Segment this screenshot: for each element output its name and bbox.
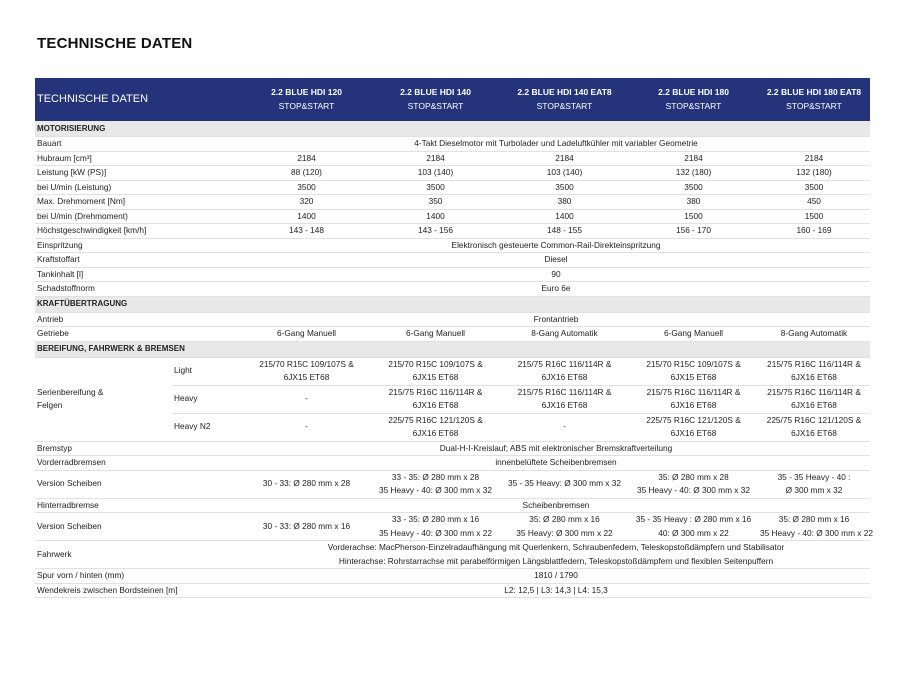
row-label: Spur vorn / hinten (mm) [35, 569, 242, 584]
table-row [35, 209, 870, 224]
header-model-name: 2.2 BLUE HDI 180 EAT8 [766, 87, 862, 97]
row-label: Hubraum [cm³] [35, 151, 242, 166]
cell-line: 35 Heavy - 40: Ø 300 mm x 32 [637, 485, 750, 495]
cell: 88 (120) [242, 166, 371, 181]
cell: 350 [371, 195, 500, 210]
cell: 143 - 156 [371, 224, 500, 239]
tech-data-table [35, 78, 873, 598]
row-label: Max. Drehmoment [Nm] [35, 195, 242, 210]
row-value: innenbelüftete Scheibenbremsen [242, 456, 870, 471]
cell: 148 - 155 [500, 224, 629, 239]
cell: 8-Gang Automatik [500, 327, 629, 342]
cell: 160 - 169 [758, 224, 870, 239]
table-row [35, 180, 870, 195]
cell [500, 513, 629, 541]
cell: 156 - 170 [629, 224, 758, 239]
header-model-name: 2.2 BLUE HDI 180 [658, 87, 729, 97]
cell: 3500 [758, 180, 870, 195]
table-row [35, 151, 870, 166]
row-label: Wendekreis zwischen Bordsteinen [m] [35, 583, 242, 598]
cell [371, 513, 500, 541]
cell: 1400 [371, 209, 500, 224]
row-label: bei U/min (Drehmoment) [35, 209, 242, 224]
cell: - [242, 385, 371, 413]
cell-line: 215/70 R15C 109/107S & [388, 358, 483, 369]
section-header-bereifung [35, 341, 870, 357]
table-row [35, 166, 870, 181]
cell: - [242, 413, 371, 441]
cell-line: 6JX16 ET68 [791, 372, 837, 382]
row-value: Diesel [242, 253, 870, 268]
header-model-name: 2.2 BLUE HDI 120 [271, 87, 342, 97]
cell [629, 470, 758, 498]
cell: 2184 [500, 151, 629, 166]
cell: 6-Gang Manuell [629, 327, 758, 342]
cell: 1400 [242, 209, 371, 224]
row-value: 1810 / 1790 [242, 569, 870, 584]
header-model-sub: STOP&START [407, 100, 464, 111]
cell: 2184 [242, 151, 371, 166]
cell: 6-Gang Manuell [371, 327, 500, 342]
cell: 1400 [500, 209, 629, 224]
header-model-2 [371, 78, 500, 121]
cell-line: 215/70 R15C 109/107S & [646, 358, 741, 369]
cell: 132 (180) [629, 166, 758, 181]
sub-label: Heavy [172, 385, 242, 413]
row-label: Hinterradbremse [35, 498, 242, 513]
row-value: 4-Takt Dieselmotor mit Turbolader und Ladeluftkühler mit variabler Geometrie [242, 137, 870, 152]
cell: 143 - 148 [242, 224, 371, 239]
header-model-sub: STOP&START [786, 100, 842, 111]
cell: 8-Gang Automatik [758, 327, 870, 342]
cell: - [500, 413, 629, 441]
cell: 35 - 35 Heavy: Ø 300 mm x 32 [500, 470, 629, 498]
cell-line: 6JX15 ET68 [412, 372, 459, 382]
cell-line: 35: Ø 280 mm x 16 [529, 514, 600, 524]
row-label-line: Serienbereifung & [37, 386, 104, 397]
table-row [35, 224, 870, 239]
table-row [35, 470, 870, 498]
cell: 2184 [371, 151, 500, 166]
header-model-3 [500, 78, 629, 121]
cell-line: 6JX15 ET68 [670, 372, 717, 382]
cell-line: 225/75 R16C 121/120S & [646, 414, 741, 425]
table-row [35, 253, 870, 268]
cell-line: 215/75 R16C 116/114R & [767, 358, 861, 369]
cell [758, 357, 870, 385]
cell [629, 385, 758, 413]
cell-line: 35: Ø 280 mm x 16 [778, 514, 850, 524]
cell-line: Vorderachse: MacPherson-Einzelradaufhängung mit Querlenkern, Schraubenfedern, Teleskopstoßdämpfern und Stabilisator [327, 542, 785, 552]
cell-line: 6JX16 ET68 [670, 400, 717, 410]
cell-line: 35: Ø 280 mm x 28 [658, 471, 729, 482]
table-row [35, 195, 870, 210]
cell-line: 6JX16 ET68 [670, 428, 717, 438]
section-title: MOTORISIERUNG [35, 121, 870, 137]
cell: 2184 [758, 151, 870, 166]
cell-line: 6JX15 ET68 [283, 372, 330, 382]
table-row [35, 441, 870, 456]
table-row [35, 312, 870, 327]
section-header-motor [35, 121, 870, 137]
cell-line: 225/75 R16C 121/120S & [766, 414, 862, 425]
row-value: Scheibenbremsen [242, 498, 870, 513]
cell: 2184 [629, 151, 758, 166]
table-row [35, 513, 870, 541]
cell-line: 6JX16 ET68 [541, 372, 588, 382]
table-row [35, 583, 870, 598]
cell-line: 6JX16 ET68 [541, 400, 588, 410]
cell-line: 6JX16 ET68 [412, 400, 459, 410]
row-label: bei U/min (Leistung) [35, 180, 242, 195]
row-label: Bauart [35, 137, 242, 152]
row-label [35, 357, 172, 441]
cell: 103 (140) [500, 166, 629, 181]
cell: 1500 [629, 209, 758, 224]
cell-line: 215/75 R16C 116/114R & [767, 386, 861, 397]
row-label: Vorderradbremsen [35, 456, 242, 471]
header-model-sub: STOP&START [278, 100, 335, 111]
cell: 30 - 33: Ø 280 mm x 28 [242, 470, 371, 498]
section-title: KRAFTÜBERTRAGUNG [35, 296, 870, 312]
cell-line: 6JX16 ET68 [412, 428, 459, 438]
cell [629, 413, 758, 441]
cell [758, 513, 873, 541]
cell-line: 35 - 35 Heavy - 40 : [777, 471, 851, 482]
cell [500, 385, 629, 413]
cell: 3500 [371, 180, 500, 195]
row-value: Dual-H-I-Kreislauf; ABS mit elektronischer Bremskraftverteilung [242, 441, 870, 456]
cell-line: 35 Heavy - 40: Ø 300 mm x 22 [760, 527, 873, 538]
cell: 380 [629, 195, 758, 210]
row-value: 90 [242, 267, 870, 282]
cell-line: 215/75 R16C 116/114R & [517, 358, 612, 369]
cell-line: 35 - 35 Heavy : Ø 280 mm x 16 [635, 514, 752, 524]
row-label: Getriebe [35, 327, 242, 342]
cell [758, 470, 870, 498]
row-label: Tankinhalt [l] [35, 267, 242, 282]
cell [629, 513, 758, 541]
header-model-name: 2.2 BLUE HDI 140 EAT8 [517, 87, 612, 97]
cell: 1500 [758, 209, 870, 224]
cell-line: 35 Heavy: Ø 300 mm x 22 [516, 527, 613, 538]
section-header-kraft [35, 296, 870, 312]
cell: 3500 [629, 180, 758, 195]
cell-line: 215/70 R15C 109/107S & [259, 358, 354, 369]
row-value: Frontantrieb [242, 312, 870, 327]
cell [758, 385, 870, 413]
cell: 132 (180) [758, 166, 870, 181]
cell-line: Hinterachse: Rohrstarrachse mit parabelförmigen Längsblattfedern, Teleskopstoßdämpfern und flexiblen Seitenpuffern [338, 555, 774, 566]
table-row [35, 267, 870, 282]
cell [371, 413, 500, 441]
row-label-line: Felgen [37, 400, 63, 410]
header-model-sub: STOP&START [536, 100, 593, 111]
table-row [35, 327, 870, 342]
section-title: BEREIFUNG, FAHRWERK & BREMSEN [35, 341, 870, 357]
cell: 103 (140) [371, 166, 500, 181]
cell-line: 6JX16 ET68 [791, 400, 837, 410]
cell-line: 6JX16 ET68 [791, 428, 837, 438]
cell-line: 225/75 R16C 121/120S & [388, 414, 483, 425]
table-row [35, 569, 870, 584]
cell-line: 40: Ø 300 mm x 22 [658, 527, 729, 538]
row-value: Euro 6e [242, 282, 870, 297]
row-label: Version Scheiben [35, 513, 242, 541]
header-title: TECHNISCHE DATEN [35, 78, 242, 121]
cell-line: 215/75 R16C 116/114R & [646, 386, 741, 397]
cell-line: 35 Heavy - 40: Ø 300 mm x 32 [379, 485, 492, 495]
table-row [35, 137, 870, 152]
cell [371, 385, 500, 413]
header-model-name: 2.2 BLUE HDI 140 [400, 87, 471, 97]
cell-line: 215/75 R16C 116/114R & [517, 386, 612, 397]
cell: 380 [500, 195, 629, 210]
cell-line: 35 Heavy - 40: Ø 300 mm x 22 [379, 527, 492, 538]
cell [242, 357, 371, 385]
header-model-sub: STOP&START [665, 100, 722, 111]
header-model-4 [629, 78, 758, 121]
table-row [35, 282, 870, 297]
row-label: Einspritzung [35, 238, 242, 253]
row-label: Bremstyp [35, 441, 242, 456]
cell [500, 357, 629, 385]
table-header-row [35, 78, 870, 121]
table-row [35, 456, 870, 471]
row-label: Leistung [kW (PS)] [35, 166, 242, 181]
row-value: L2: 12,5 | L3: 14,3 | L4: 15,3 [242, 583, 870, 598]
cell: 3500 [500, 180, 629, 195]
page-title: TECHNISCHE DATEN [37, 35, 193, 52]
cell-line: 33 - 35: Ø 280 mm x 16 [391, 514, 480, 524]
cell: 30 - 33: Ø 280 mm x 16 [242, 513, 371, 541]
row-label: Version Scheiben [35, 470, 242, 498]
cell: 3500 [242, 180, 371, 195]
cell [758, 413, 870, 441]
row-value: Elektronisch gesteuerte Common-Rail-Direkteinspritzung [242, 238, 870, 253]
header-model-1 [242, 78, 371, 121]
table-row [35, 238, 870, 253]
header-model-5 [758, 78, 870, 121]
cell: 6-Gang Manuell [242, 327, 371, 342]
row-label: Kraftstoffart [35, 253, 242, 268]
cell: 450 [758, 195, 870, 210]
row-label: Fahrwerk [35, 541, 242, 569]
cell: 320 [242, 195, 371, 210]
row-label: Antrieb [35, 312, 242, 327]
row-value [242, 541, 870, 569]
table-row [35, 541, 870, 569]
cell-line: Ø 300 mm x 32 [785, 485, 843, 495]
table-row [35, 357, 870, 385]
cell-line: 215/75 R16C 116/114R & [388, 386, 483, 397]
cell [629, 357, 758, 385]
cell [371, 357, 500, 385]
sub-label: Light [172, 357, 242, 385]
cell-line: 33 - 35: Ø 280 mm x 28 [391, 471, 480, 482]
sub-label: Heavy N2 [172, 413, 242, 441]
row-label: Schadstoffnorm [35, 282, 242, 297]
table-row [35, 498, 870, 513]
cell [371, 470, 500, 498]
row-label: Höchstgeschwindigkeit [km/h] [35, 224, 242, 239]
